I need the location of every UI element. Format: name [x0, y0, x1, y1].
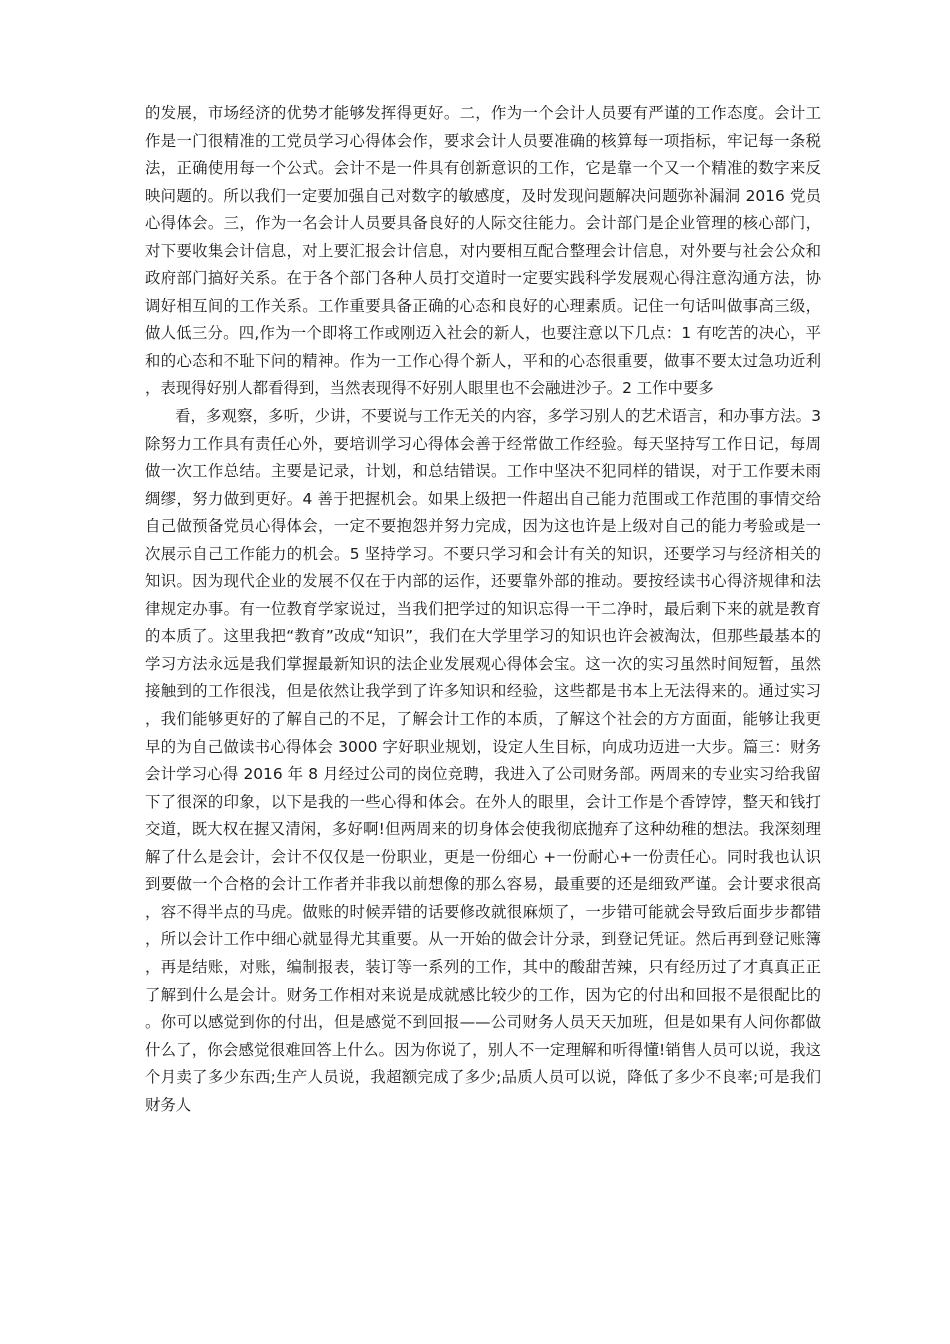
body-text	[145, 100, 821, 1119]
paragraph-2: 看，多观察，多听，少讲，不要说与工作无关的内容，多学习别人的艺术语言，和办事方法。3 除努力工作具有责任心外，要培训学习心得体会善于经常做工作经验。每天坚持写工作日记，每周做一次工作总结。主要是记录，计划，和总结错误。工作中坚决不犯同样的错误，对于工作要未雨绸缪，努力做到更好。4 善于把握机会。如果上级把一件超出自己能力范围或工作范围的事情交给自己做预备党员心得体会，一定不要抱怨并努力完成，因为这也许是上级对自己的能力考验或是一次展示自己工作能力的机会。5 坚持学习。不要只学习和会计有关的知识，还要学习与经济相关的知识。因为现代企业的发展不仅在于内部的运作，还要靠外部的推动。要按经读书心得济规律和法律规定办事。有一位教育学家说过，当我们把学过的知识忘得一干二净时，最后剩下来的就是教育的本质了。这里我把“教育”改成“知识”，我们在大学里学习的知识也许会被淘汰，但那些最基本的学习方法永远是我们掌握最新知识的法企业发展观心得体会宝。这一次的实习虽然时间短暂，虽然接触到的工作很浅，但是依然让我学到了许多知识和经验，这些都是书本上无法得来的。通过实习，我们能够更好的了解自己的不足，了解会计工作的本质，了解这个社会的方方面面，能够让我更早的为自己做读书心得体会 3000 字好职业规划，设定人生目标，向成功迈进一大步。篇三：财务会计学习心得 2016 年 8 月经过公司的岗位竞聘，我进入了公司财务部。两周来的专业实习给我留下了很深的印象，以下是我的一些心得和体会。在外人的眼里，会计工作是个香饽饽，整天和钱打交道，既大权在握又清闲，多好啊!但两周来的切身体会使我彻底抛弃了这种幼稚的想法。我深刻理解了什么是会计，会计不仅仅是一份职业，更是一份细心 +一份耐心+一份责任心。同时我也认识到要做一个合格的会计工作者并非我以前想像的那么容易，最重要的还是细致严谨。会计要求很高，容不得半点的马虎。做账的时候弄错的话要修改就很麻烦了，一步错可能就会导致后面步步都错，所以会计工作中细心就显得尤其重要。从一开始的做会计分录，到登记凭证。然后再到登记账簿，再是结账，对账，编制报表，装订等一系列的工作，其中的酸甜苦辣，只有经历过了才真真正正了解到什么是会计。财务工作相对来说是成就感比较少的工作，因为它的付出和回报不是很配比的。你可以感觉到你的付出，但是感觉不到回报——公司财务人员天天加班，但是如果有人问你都做什么了，你会感觉很难回答上什么。因为你说了，别人不一定理解和听得懂!销售人员可以说，我这个月卖了多少东西;生产人员说，我超额完成了多少;品质人员可以说，降低了多少不良率;可是我们财务人	[145, 407, 821, 1114]
paragraph-1: 的发展，市场经济的优势才能够发挥得更好。二，作为一个会计人员要有严谨的工作态度。会计工作是一门很精准的工党员学习心得体会作，要求会计人员要准确的核算每一项指标，牢记每一条税法，正确使用每一个公式。会计不是一件具有创新意识的工作，它是靠一个又一个精准的数字来反映问题的。所以我们一定要加强自己对数字的敏感度，及时发现问题解决问题弥补漏洞 2016 党员心得体会。三，作为一名会计人员要具备良好的人际交往能力。会计部门是企业管理的核心部门，对下要收集会计信息，对上要汇报会计信息，对内要相互配合整理会计信息，对外要与社会公众和政府部门搞好关系。在于各个部门各种人员打交道时一定要实践科学发展观心得注意沟通方法，协调好相互间的工作关系。工作重要具备正确的心态和良好的心理素质。记住一句话叫做事高三级，做人低三分。四,作为一个即将工作或刚迈入社会的新人，也要注意以下几点：1 有吃苦的决心，平和的心态和不耻下问的精神。作为一工作心得个新人，平和的心态很重要，做事不要太过急功近利，表现得好别人都看得到，当然表现得不好别人眼里也不会融进沙子。2 工作中要多	[145, 104, 821, 398]
